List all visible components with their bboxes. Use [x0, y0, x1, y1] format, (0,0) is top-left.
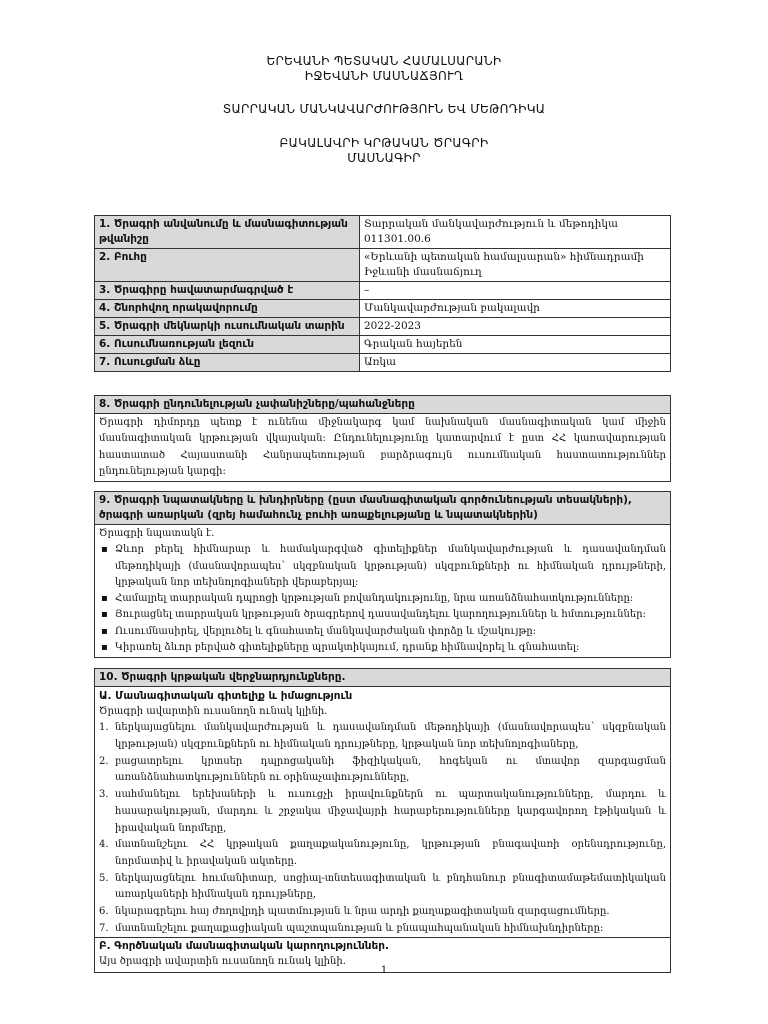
meta-key: 5. Ծրագրի մեկնարկի ուսումնական տարին — [95, 318, 360, 336]
admission-section — [94, 395, 671, 482]
list-item: 6. նկարագրելու հայ ժողովրդի պատմության և նրա արդի քաղաքագիտական զարգացումները. — [99, 906, 610, 918]
meta-value: – — [360, 282, 671, 300]
meta-value — [360, 216, 671, 249]
list-item: 7. մատնանշելու քաղաքացիական պաշտպանության և բնապահպանական հիմնախնդիրները: — [99, 922, 604, 934]
table-row — [95, 336, 671, 354]
list-item: ▪ Կիրառել ձևոր բերված գիտելիքները պրակտիկայում, դրանք հիմնավորել և գնահատել: — [99, 640, 666, 656]
meta-value-line: Տարրական մանկավարժություն և մեթոդիկա — [364, 218, 618, 230]
meta-key: 7. Ուսուցման ձևը — [95, 354, 360, 372]
goals-list — [99, 542, 666, 656]
meta-key: 3. Ծրագիրը հավատարմագրված է — [95, 282, 360, 300]
goals-section — [94, 491, 671, 658]
list-item: 4. մատնանշելու ՀՀ կրթական քաղաքականությունը, կրթության բնագավառի օրենսդրությունը, նորմատիվ և իրավական ակտերը. — [99, 839, 666, 867]
program-meta-table — [94, 215, 671, 372]
meta-value: Մանկավարժության բակալավր — [360, 300, 671, 318]
bullet-icon: ▪ — [101, 544, 108, 556]
bullet-icon: ▪ — [101, 625, 108, 637]
table-row — [95, 249, 671, 282]
program-type: ԲԱԿԱԼԱՎՐԻ ԿՐԹԱԿԱՆ ԾՐԱԳՐԻ — [279, 136, 489, 150]
list-item: ▪ Համալրել տարրական դպրոցի կրթության բովանդակությունը, նրա առանձնահատկությունները: — [99, 591, 666, 607]
branch-name: ԻՋԵՎԱՆԻ ՄԱՍՆԱՃՅՈՒՂ — [304, 69, 464, 83]
table-row — [95, 354, 671, 372]
meta-value-line: «Երևանի պետական համալսարան» հիմնադրամի — [364, 251, 644, 263]
meta-key: 4. Շնորհվող որակավորումը — [95, 300, 360, 318]
table-row — [95, 318, 671, 336]
list-item: 3. սահմանելու երեխաների և ուսուցչի իրավունքներն ու պարտականությունները, մարդու և հասարակության, մարդու և շրջակա միջավայրի հարաբերությունները կարգավորող էթիկական և իրավական նորմերը, — [99, 789, 666, 834]
meta-value: Առկա — [360, 354, 671, 372]
list-item: 5. ներկայացնելու հումանիտար, սոցիալ-տնտեսագիտական և բնդհանուր բնագիտամաթեմատիկական առարկաների հիմնական դրույթները, — [99, 872, 666, 901]
table-row — [95, 282, 671, 300]
goals-intro: Ծրագրի նպատակն է. — [99, 528, 215, 539]
bullet-icon: ▪ — [101, 609, 108, 621]
bullet-icon: ▪ — [101, 642, 108, 654]
section-text: Ծրագրի դիմորդը պետք է ունենա միջնակարգ կամ նախնական մասնագիտական կամ միջին մասնագիտական կրթության վկայական: Ընդունելությունը կատարվում է ըստ ՀՀ կառավարության հաստատած Հայաստանի Հանրապետության բարձրագույն ուսումնական հաստատություններ ընդունելության կարգի: — [99, 417, 666, 477]
section-title: 9. Ծրագրի նպատակները և խնդիրները (ըստ մասնագիտական գործունեության տեսակների), ծրագրի առարկան (զրեյ համահունչ բուհի առաքելությանը և նպատակներին) — [95, 492, 670, 525]
section-body — [95, 687, 670, 972]
university-name: ԵՐԵՎԱՆԻ ՊԵՏԱԿԱՆ ՀԱՄԱԼՍԱՐԱՆԻ — [266, 54, 502, 68]
meta-value: 2022-2023 — [360, 318, 671, 336]
bullet-icon: ▪ — [101, 593, 108, 605]
department-name: ՏԱՐՐԱԿԱՆ ՄԱՆԿԱՎԱՐԺՈՒԹՅՈՒՆ ԵՎ ՄԵԹՈԴԻԿԱ — [222, 102, 546, 116]
table-row — [95, 300, 671, 318]
subsection-b-title: Բ. Գործնական մասնագիտական կարողություններ. — [95, 937, 670, 954]
section-title: 10. Ծրագրի կրթական վերջնարդյունքները. — [95, 669, 670, 687]
list-item: ▪ Ձևոր բերել հիմնարար և համակարգված գիտելիքներ մանկավարժության և դասավանդման մեթոդիկայի (մասնավորապես՝ սկզբնական կրթության) սկզբունքների ու հիմնական դրույթների, կրթական նոր տեխնոլոգիաների վերաբերյալ: — [101, 544, 666, 588]
subsection-b-intro: Այս ծրագրի ավարտին ուսանողն ունակ կլինի. — [99, 956, 346, 968]
list-item: 2. բացատրելու կրտսեր դպրոցականի ֆիզիկական, հոգեկան ու մտավոր զարգացման առանձնահատկություններն ու օրինաչափությունները, — [99, 755, 666, 784]
meta-value — [360, 249, 671, 282]
meta-key: 1. Ծրագրի անվանումը և մասնագիտության թվանիշը — [95, 216, 360, 249]
list-item: ▪ Յուրացնել տարրական կրթության ծրագրերով դասավանդելու կարողություններ և հմտություններ: — [99, 607, 666, 623]
outcomes-list — [99, 720, 666, 937]
page-number: 1 — [380, 965, 388, 976]
meta-value-line: 011301.00.6 — [364, 233, 431, 245]
section-body — [95, 525, 670, 657]
doc-type: ՄԱՍՆԱԳԻՐ — [347, 151, 421, 165]
meta-value-line: Իջևանի մասնաճյուղ — [364, 266, 482, 278]
subsection-a-intro: Ծրագրի ավարտին ուսանողն ունակ կլինի. — [99, 706, 328, 717]
meta-key: 6. Ուսումնառության լեզուն — [95, 336, 360, 354]
meta-value: Գրական հայերեն — [360, 336, 671, 354]
outcomes-section — [94, 668, 671, 973]
table-row — [95, 216, 671, 249]
subsection-a-title: Ա. Մասնագիտական գիտելիք և իմացություն — [99, 690, 353, 702]
list-item: ▪ Ուսումնասիրել, վերլուծել և գնահատել մանկավարժական փորձը և մշակույթը: — [99, 624, 666, 640]
meta-key: 2. Բուհը — [95, 249, 360, 282]
list-item: 1. ներկայացնելու մանկավարժության և դասավանդման մեթոդիկայի (մասնավորապես՝ սկզբնական կրթության) սկզբունքներն ու հիմնական դրույթները, կրթական նոր տեխնոլոգիաները, — [99, 722, 666, 750]
section-title: 8. Ծրագրի ընդունելության չափանիշները/պահանջները — [95, 396, 670, 414]
